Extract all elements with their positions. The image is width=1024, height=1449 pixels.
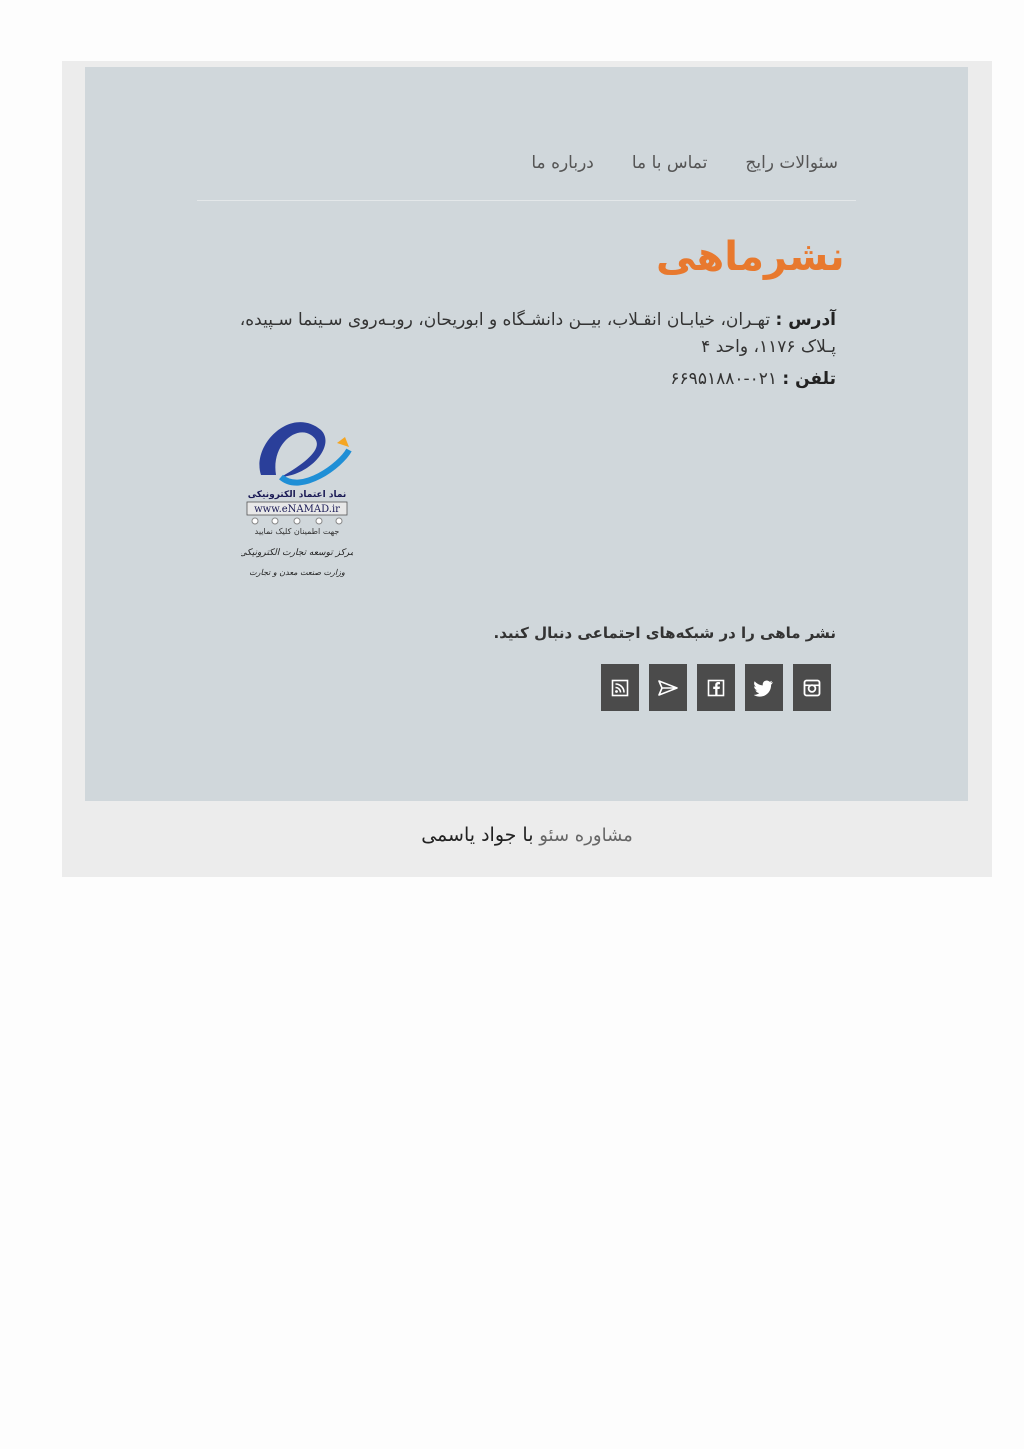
credit-link[interactable]: با جواد یاسمی xyxy=(421,824,534,846)
rss-icon xyxy=(611,679,629,697)
facebook-button[interactable] xyxy=(697,664,735,711)
enamad-seal-icon xyxy=(241,405,353,585)
instagram-icon xyxy=(803,679,821,697)
address xyxy=(216,307,836,361)
phone-label: تلفن : xyxy=(782,369,836,389)
enamad-line2: وزارت صنعت معدن و تجارت xyxy=(249,568,345,577)
credit-prefix: مشاوره سئو xyxy=(539,825,633,846)
nav-link-contact[interactable]: تماس با ما xyxy=(631,153,708,173)
enamad-click-text: جهت اطمینان کلیک نمایید xyxy=(254,527,340,536)
address-value: تهـران، خیابـان انقـلاب، بیــن دانشـگاه و ابوریحان، روبـه‌روی سـینما سـپیده، پـلاک ۱۱۷۶، واحد ۴ xyxy=(239,310,836,357)
twitter-button[interactable] xyxy=(745,664,783,711)
site-logo[interactable] xyxy=(656,215,845,299)
rss-button[interactable] xyxy=(601,664,639,711)
phone xyxy=(670,369,836,389)
divider xyxy=(197,200,856,201)
phone-value: ۰۲۱-۶۶۹۵۱۸۸۰ xyxy=(670,369,778,389)
address-label: آدرس : xyxy=(775,310,836,330)
site-footer xyxy=(85,67,968,801)
instagram-button[interactable] xyxy=(793,664,831,711)
enamad-url: www.eNAMAD.ir xyxy=(254,504,340,515)
twitter-icon xyxy=(754,679,774,697)
enamad-badge[interactable] xyxy=(241,405,353,585)
social-heading: نشر ماهی را در شبکه‌های اجتماعی دنبال کنید. xyxy=(493,624,836,642)
enamad-title: نماد اعتماد الکترونیکی xyxy=(247,490,347,500)
seo-credit xyxy=(62,824,992,846)
enamad-line1: مرکز توسعه تجارت الکترونیکی xyxy=(241,548,353,558)
social-links xyxy=(601,664,831,711)
footer-nav xyxy=(531,153,838,173)
telegram-icon xyxy=(658,680,678,696)
nav-link-faq[interactable]: سئوالات رایج xyxy=(745,153,838,173)
facebook-icon xyxy=(707,679,725,697)
logo-text: نشرماهی xyxy=(656,234,845,280)
nav-link-about[interactable]: درباره ما xyxy=(531,153,594,173)
telegram-button[interactable] xyxy=(649,664,687,711)
